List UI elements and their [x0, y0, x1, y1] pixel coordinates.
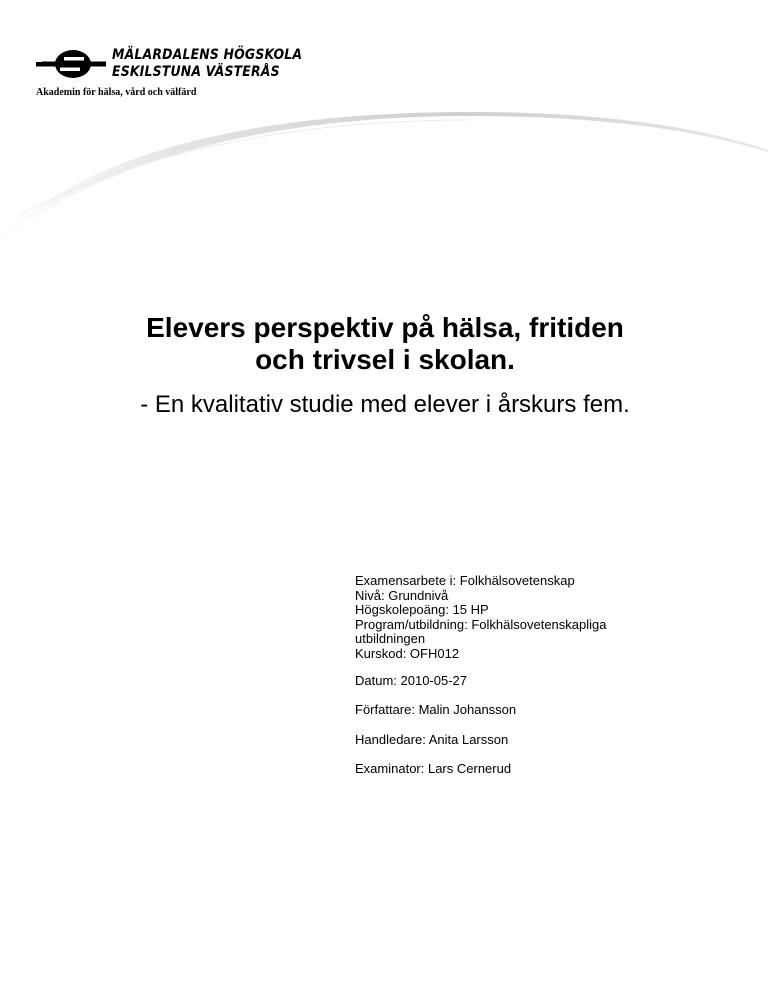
detail-forfattare: Författare: Malin Johansson: [355, 702, 517, 718]
detail-hogskolepoang: Högskolepoäng: 15 HP: [355, 602, 489, 618]
detail-niva: Nivå: Grundnivå: [355, 587, 449, 603]
academy-name: Akademin för hälsa, vård och välfärd: [36, 87, 197, 98]
logo-university-name: MÄLARDALENS HÖGSKOLA: [112, 47, 303, 63]
detail-examinator: Examinator: Lars Cernerud: [355, 761, 512, 777]
title-line-1: Elevers perspektiv på hälsa, fritiden: [146, 312, 624, 343]
title-line-2: och trivsel i skolan.: [255, 344, 515, 375]
subtitle: - En kvalitativ studie med elever i årskurs fem.: [140, 391, 630, 418]
detail-kurskod: Kurskod: OFH012: [355, 645, 460, 661]
university-logo-icon: [36, 46, 106, 82]
university-logo: [36, 44, 303, 86]
detail-handledare: Handledare: Anita Larsson: [355, 731, 509, 747]
thesis-details: [355, 574, 655, 777]
decorative-swoosh: [0, 0, 768, 260]
detail-program: Program/utbildning: Folkhälsovetenskapliga utbildningen: [355, 616, 607, 647]
detail-datum: Datum: 2010-05-27: [355, 672, 468, 688]
detail-examensarbete: Examensarbete i: Folkhälsovetenskap: [355, 573, 575, 588]
logo-university-cities: ESKILSTUNA VÄSTERÅS: [112, 64, 280, 80]
